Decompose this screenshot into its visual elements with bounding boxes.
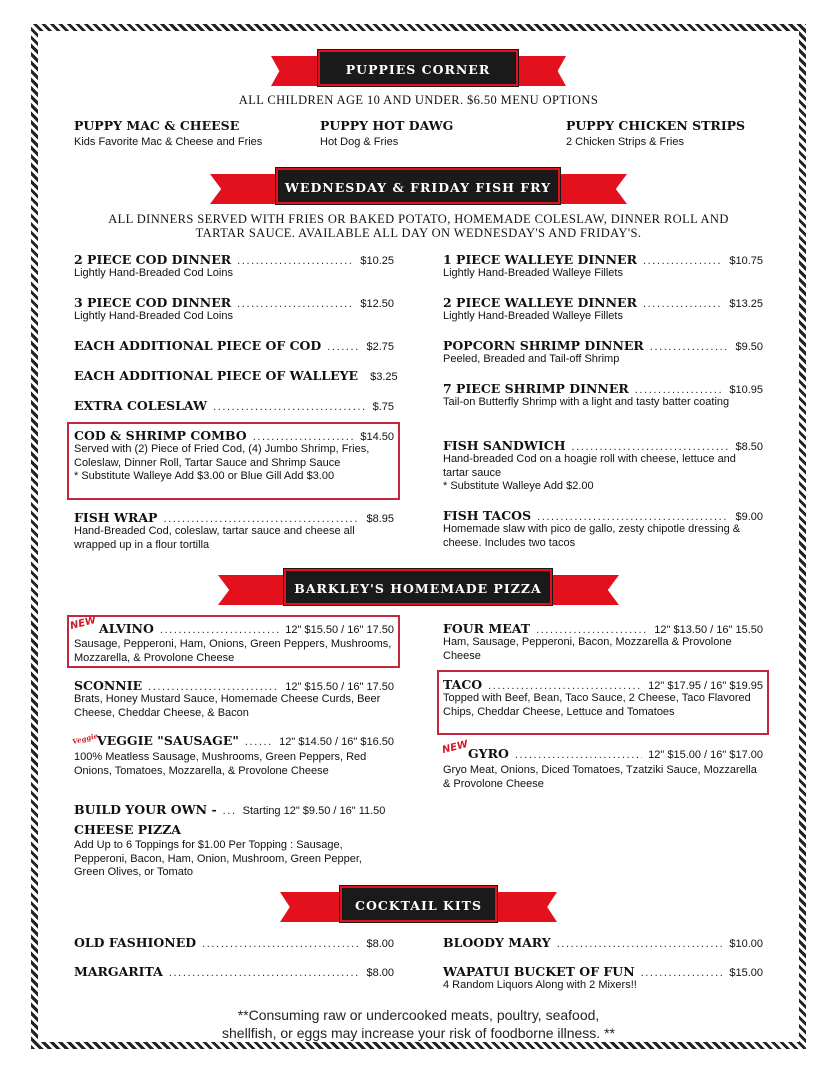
- menu-item: [443, 935, 763, 950]
- item-name-2: CHEESE PIZZA: [74, 822, 181, 837]
- menu-item: [74, 678, 394, 720]
- item-price: $12.50: [360, 298, 394, 310]
- section-title: BARKLEY'S HOMEMADE PIZZA: [284, 569, 552, 605]
- item-name: FISH SANDWICH: [443, 438, 566, 453]
- item-name: EACH ADDITIONAL PIECE OF WALLEYE: [74, 368, 359, 383]
- item-desc: Hot Dog & Fries: [320, 136, 399, 148]
- item-name: GYRO: [468, 746, 509, 761]
- item-name: 7 PIECE SHRIMP DINNER: [443, 381, 629, 396]
- item-price: $3.25: [370, 371, 398, 383]
- item-name: POPCORN SHRIMP DINNER: [443, 338, 644, 353]
- item-price: $9.50: [735, 341, 763, 353]
- item-note: * Substitute Walleye Add $2.00: [443, 480, 594, 492]
- item-price: $10.25: [360, 255, 394, 267]
- pizza-banner: [0, 569, 837, 611]
- banner-ribbon-right: [487, 892, 557, 922]
- fishfry-subtitle-1: ALL DINNERS SERVED WITH FRIES OR BAKED POTATO, HOMEMADE COLESLAW, DINNER ROLL AND: [108, 212, 729, 226]
- item-name: BUILD YOUR OWN -: [74, 802, 217, 817]
- footer-disclaimer-1: **Consuming raw or undercooked meats, poultry, seafood,: [237, 1007, 600, 1023]
- section-title: WEDNESDAY & FRIDAY FISH FRY: [276, 168, 560, 204]
- menu-item: [74, 295, 394, 324]
- item-desc: Brats, Honey Mustard Sauce, Homemade Cheese Curds, Beer Cheese, Cheddar Cheese, & Bacon: [74, 693, 381, 719]
- item-price: 12" $15.50 / 16" 17.50: [285, 681, 394, 693]
- item-name: OLD FASHIONED: [74, 935, 197, 950]
- menu-item: [97, 733, 394, 748]
- item-name: PUPPY MAC & CHEESE: [74, 118, 240, 133]
- item-desc: Peeled, Breaded and Tail-off Shrimp: [443, 353, 620, 365]
- item-name: WAPATUI BUCKET OF FUN: [443, 964, 635, 979]
- item-price: $14.50: [360, 431, 394, 443]
- item-price: 12" $15.00 / 16" $17.00: [648, 749, 763, 761]
- item-desc: Hand-Breaded Cod, coleslaw, tartar sauce and cheese all wrapped up in a flour tortilla: [74, 525, 355, 551]
- item-price: $10.00: [729, 938, 763, 950]
- menu-item: [74, 510, 394, 552]
- menu-item: [468, 746, 763, 761]
- item-price: 12" $15.50 / 16" 17.50: [285, 624, 394, 636]
- footer-disclaimer-2: shellfish, or eggs may increase your risk of foodborne illness. **: [222, 1025, 615, 1041]
- section-title: PUPPIES CORNER: [318, 50, 518, 86]
- item-name: TACO: [443, 677, 483, 692]
- menu-item: [443, 438, 763, 494]
- item-desc: Add Up to 6 Toppings for $1.00 Per Topping : Sausage, Pepperoni, Bacon, Ham, Onion, Mushroom, Green Pepper, Green Olives, or Tomato: [74, 839, 362, 878]
- menu-item: [74, 368, 398, 383]
- item-price: $13.25: [729, 298, 763, 310]
- puppies-subtitle: ALL CHILDREN AGE 10 AND UNDER. $6.50 MENU OPTIONS: [238, 93, 599, 107]
- menu-item: [320, 118, 520, 150]
- menu-item: [74, 338, 394, 353]
- menu-item: [74, 935, 394, 950]
- veggie-badge: Veggie: [71, 730, 99, 747]
- item-desc: Tail-on Butterfly Shrimp with a light and tasty batter coating: [443, 396, 730, 408]
- menu-item: [566, 118, 776, 150]
- item-price: $10.95: [729, 384, 763, 396]
- item-name: COD & SHRIMP COMBO: [74, 428, 247, 443]
- item-name: 3 PIECE COD DINNER: [74, 295, 232, 310]
- item-name: 2 PIECE WALLEYE DINNER: [443, 295, 637, 310]
- item-desc: Kids Favorite Mac & Cheese and Fries: [74, 136, 263, 148]
- new-badge: NEW: [69, 614, 98, 633]
- menu-item: [74, 802, 394, 880]
- new-badge: NEW: [441, 738, 470, 757]
- item-name: MARGARITA: [74, 964, 163, 979]
- item-price: Starting 12" $9.50 / 16" 11.50: [242, 805, 386, 817]
- menu-item: [443, 381, 763, 410]
- item-name: PUPPY HOT DAWG: [320, 118, 454, 133]
- item-name: VEGGIE "SAUSAGE": [97, 733, 239, 748]
- item-price: 12" $13.50 / 16" 15.50: [654, 624, 763, 636]
- item-desc: Lightly Hand-Breaded Cod Loins: [74, 310, 233, 322]
- item-price: $8.95: [366, 513, 394, 525]
- menu-item: [443, 338, 763, 367]
- fishfry-banner: [0, 168, 837, 210]
- menu-item: [74, 118, 274, 150]
- item-price: $10.75: [729, 255, 763, 267]
- item-desc: Lightly Hand-Breaded Walleye Fillets: [443, 267, 623, 279]
- item-name: FISH WRAP: [74, 510, 158, 525]
- item-price: $8.00: [366, 938, 394, 950]
- section-title: COCKTAIL KITS: [340, 886, 497, 922]
- item-price: $9.00: [735, 511, 763, 523]
- item-desc: Ham, Sausage, Pepperoni, Bacon, Mozzarella & Provolone Cheese: [443, 636, 732, 662]
- menu-item: [443, 677, 763, 719]
- menu-item: [443, 295, 763, 324]
- item-price: $15.00: [729, 967, 763, 979]
- item-name: EACH ADDITIONAL PIECE OF COD: [74, 338, 322, 353]
- item-price: 12" $17.95 / 16" $19.95: [648, 680, 763, 692]
- item-note: * Substitute Walleye Add $3.00 or Blue Gill Add $3.00: [74, 470, 335, 482]
- item-name: BLOODY MARY: [443, 935, 551, 950]
- item-name: 1 PIECE WALLEYE DINNER: [443, 252, 637, 267]
- puppies-banner: [0, 50, 837, 92]
- item-desc: 2 Chicken Strips & Fries: [566, 136, 684, 148]
- item-desc: 4 Random Liquors Along with 2 Mixers!!: [443, 979, 637, 991]
- item-price: $2.75: [366, 341, 394, 353]
- fishfry-subtitle-2: TARTAR SAUCE. AVAILABLE ALL DAY ON WEDNESDAY'S AND FRIDAY'S.: [195, 226, 642, 240]
- item-desc: Hand-breaded Cod on a hoagie roll with cheese, lettuce and tartar sauce: [443, 453, 736, 479]
- menu-item: [74, 252, 394, 281]
- menu-item: [74, 964, 394, 979]
- item-desc: Lightly Hand-Breaded Walleye Fillets: [443, 310, 623, 322]
- item-name: FISH TACOS: [443, 508, 532, 523]
- menu-item: [443, 252, 763, 281]
- item-desc: Lightly Hand-Breaded Cod Loins: [74, 267, 233, 279]
- item-desc: Sausage, Pepperoni, Ham, Onions, Green Peppers, Mushrooms, Mozzarella, & Provolone Cheese: [74, 638, 392, 664]
- item-name: FOUR MEAT: [443, 621, 531, 636]
- item-name: EXTRA COLESLAW: [74, 398, 208, 413]
- item-desc: Served with (2) Piece of Fried Cod, (4) Jumbo Shrimp, Fries, Coleslaw, Dinner Roll, Tartar Sauce and Shrimp Sauce: [74, 443, 370, 469]
- menu-item: [443, 621, 763, 663]
- item-desc: 100% Meatless Sausage, Mushrooms, Green Peppers, Red Onions, Tomatoes, Mozzarella, & Provolone Cheese: [74, 751, 367, 777]
- menu-item: [443, 508, 763, 550]
- item-desc: Gryo Meat, Onions, Diced Tomatoes, Tzatziki Sauce, Mozzarella & Provolone Cheese: [443, 764, 757, 790]
- menu-item: [74, 428, 394, 484]
- item-price: $8.50: [735, 441, 763, 453]
- item-price: $.75: [372, 401, 394, 413]
- item-name: ALVINO: [99, 621, 154, 636]
- item-name: PUPPY CHICKEN STRIPS: [566, 118, 746, 133]
- item-desc: Homemade slaw with pico de gallo, zesty chipotle dressing & cheese. Includes two tacos: [443, 523, 741, 549]
- item-name: SCONNIE: [74, 678, 143, 693]
- cocktail-banner: [0, 886, 837, 928]
- item-price: 12" $14.50 / 16" $16.50: [279, 736, 394, 748]
- item-desc: Topped with Beef, Bean, Taco Sauce, 2 Cheese, Taco Flavored Chips, Cheddar Cheese, Lettuce and Tomatoes: [443, 692, 751, 718]
- item-price: $8.00: [366, 967, 394, 979]
- item-name: 2 PIECE COD DINNER: [74, 252, 232, 267]
- menu-item: [74, 398, 394, 413]
- menu-item: [443, 964, 763, 993]
- menu-item: [99, 621, 394, 636]
